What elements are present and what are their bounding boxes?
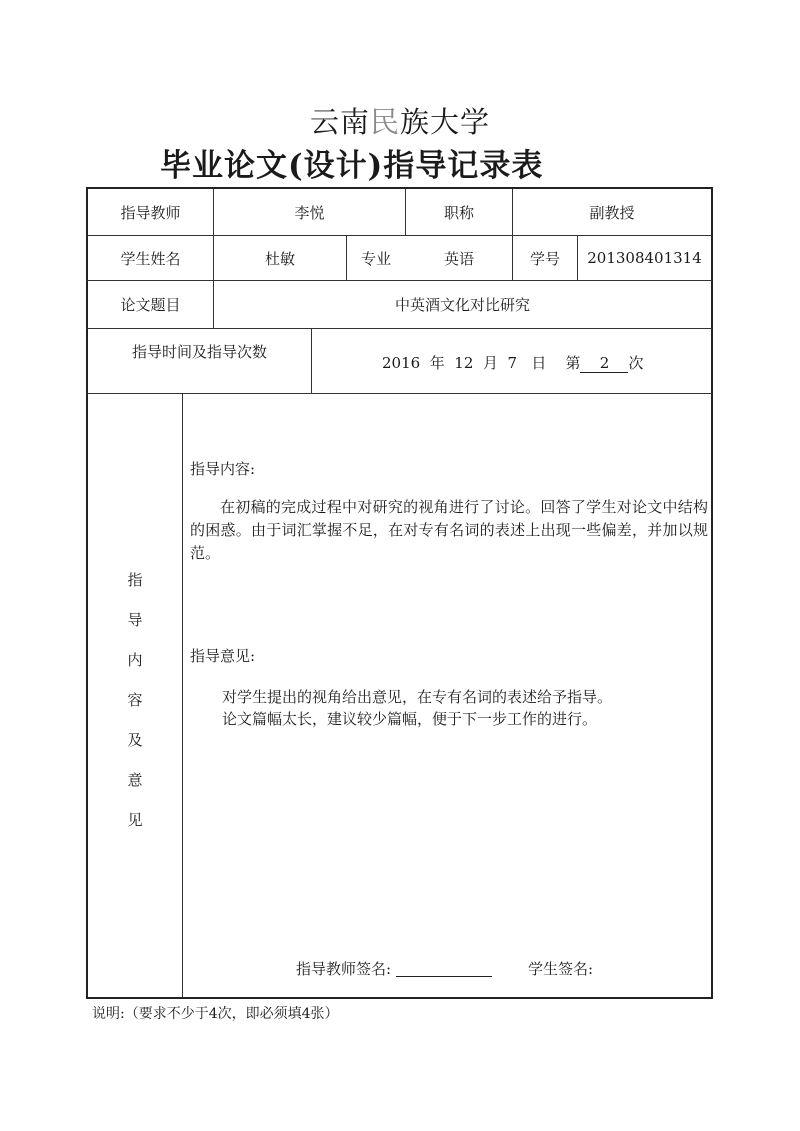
advisor-signature-label: 指导教师签名: [296,960,392,978]
month-value: 12 [454,354,474,372]
day-unit: 日 [531,354,547,372]
rank-label: 职称 [443,203,474,222]
content-side-label [88,560,182,840]
advisor-label: 指导教师 [120,203,181,222]
advisor-signature [296,958,492,979]
opinion-line-1: 对学生提出的视角给出意见，在专有名词的表述给予指导。 [222,688,613,706]
advisor-value: 李悦 [294,203,325,222]
day-value: 7 [507,354,518,372]
student-name-value: 杜敏 [264,249,295,268]
side-char: 见 [127,811,143,829]
side-char: 内 [127,651,143,669]
year-value: 2016 [382,354,421,372]
side-char: 容 [127,691,143,709]
side-char: 导 [127,611,143,629]
student-signature-label: 学生签名: [528,960,594,978]
month-unit: 月 [482,354,498,372]
topic-label: 论文题目 [120,296,181,314]
student-id-value: 201308401314 [587,249,702,267]
side-char: 意 [127,771,143,789]
major-label: 专业 [360,249,391,268]
content-paragraph: 在初稿的完成过程中对研究的视角进行了讨论。回答了学生对论文中结构的困惑。由于词汇掌握不足，在对专有名词的表述上出现一些偏差，并加以规范。 [190,498,708,562]
student-id-label: 学号 [529,249,560,268]
student-name-label: 学生姓名 [120,249,181,268]
side-char: 指 [127,571,143,589]
university-name: 云南民族大学 [309,105,491,139]
year-unit: 年 [429,354,445,372]
rank-value: 副教授 [589,203,635,222]
count-suffix: 次 [628,354,644,372]
guidance-date [382,352,643,373]
col-divider [182,393,183,997]
form-title: 毕业论文(设计)指导记录表 [160,148,544,184]
content-heading: 指导内容: [190,460,256,478]
opinion-heading: 指导意见: [190,647,256,665]
guidance-time-label: 指导时间及指导次数 [131,343,267,361]
count-prefix: 第 [565,354,581,372]
col-divider [311,328,312,393]
topic-value: 中英酒文化对比研究 [394,296,530,314]
advisor-signature-field[interactable] [396,960,492,977]
row-divider [87,393,712,394]
major-value: 英语 [443,249,474,268]
row-divider [87,328,712,329]
side-char: 及 [127,731,143,749]
guidance-count[interactable]: 2 [580,354,628,373]
opinion-line-2: 论文篇幅太长，建议较少篇幅，便于下一步工作的进行。 [222,710,598,728]
footer-note: 说明:（要求不少于4次，即必须填4张） [92,1006,339,1022]
